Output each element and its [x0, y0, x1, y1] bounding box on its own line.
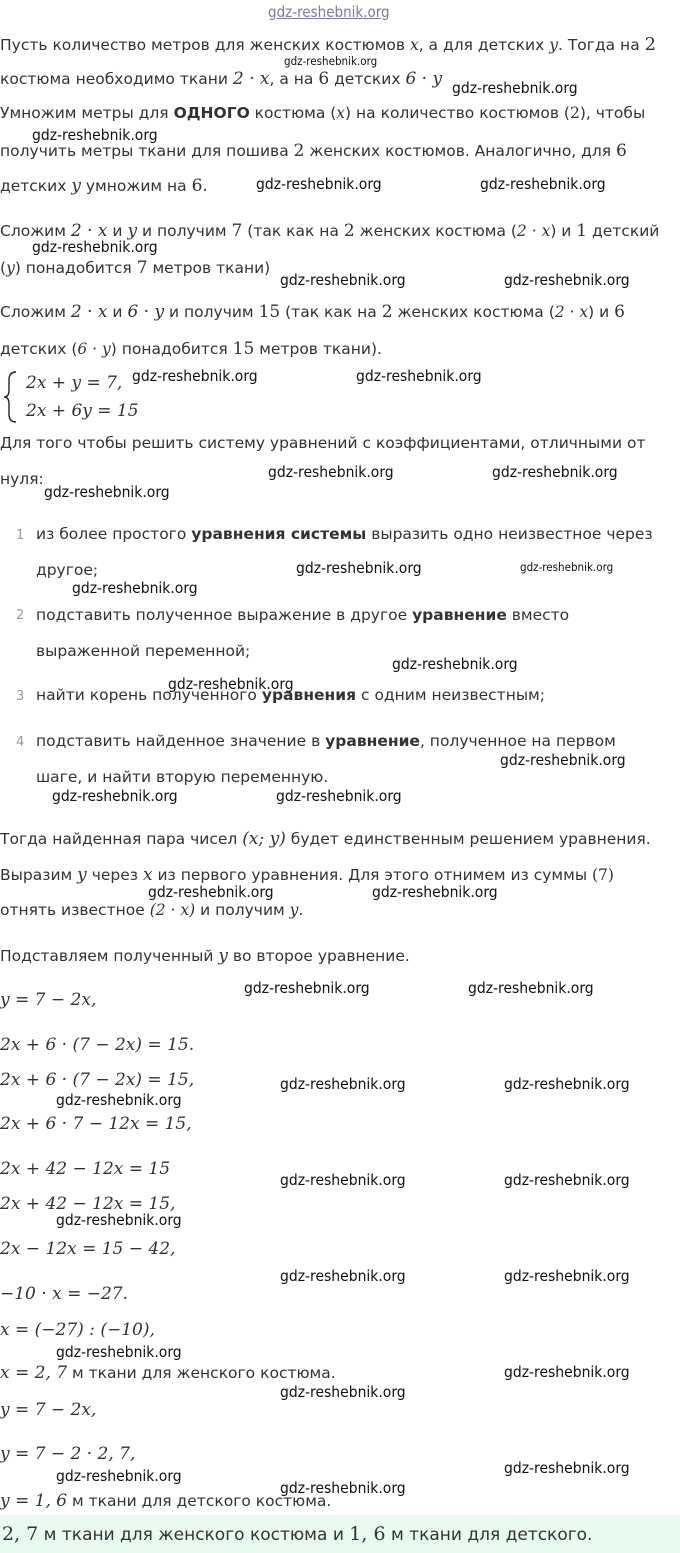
result-x-line: x = 2, 7 м ткани для женского костюма. — [0, 1363, 336, 1383]
watermark: gdz-reshebnik.org — [280, 271, 406, 289]
equation-line-7: 2x − 12x = 15 − 42, — [0, 1239, 176, 1259]
paragraph-3-line-1: Сложим 2 · x и y и получим 7 (так как на 2 женских костюма (2 · x) и 1 детский — [0, 221, 660, 241]
site-header-link[interactable]: gdz-reshebnik.org — [268, 3, 390, 21]
watermark: gdz-reshebnik.org — [356, 367, 482, 385]
watermark: gdz-reshebnik.org — [168, 675, 294, 693]
watermark: gdz-reshebnik.org — [72, 579, 198, 597]
equation-line-8: −10 · x = −27. — [0, 1284, 129, 1304]
equation-line-10: y = 7 − 2x, — [0, 1400, 97, 1420]
watermark: gdz-reshebnik.org — [492, 463, 618, 481]
watermark: gdz-reshebnik.org — [56, 1343, 182, 1361]
watermark: gdz-reshebnik.org — [280, 1171, 406, 1189]
watermark: gdz-reshebnik.org — [480, 175, 606, 193]
watermark: gdz-reshebnik.org — [280, 1075, 406, 1093]
paragraph-7-line-2: отнять известное (2 · x) и получим y. — [0, 901, 304, 919]
paragraph-2-line-1: Умножим метры для ОДНОГО костюма (x) на количество костюмов (2), чтобы — [0, 104, 646, 122]
answer-box — [0, 1515, 680, 1553]
watermark: gdz-reshebnik.org — [520, 560, 614, 574]
equation-line-6: 2x + 42 − 12x = 15, — [0, 1194, 176, 1214]
watermark: gdz-reshebnik.org — [32, 238, 158, 256]
paragraph-2-line-2: получить метры ткани для пошива 2 женских костюмов. Аналогично, для 6 — [0, 141, 627, 161]
watermark: gdz-reshebnik.org — [500, 751, 626, 769]
watermark: gdz-reshebnik.org — [504, 1171, 630, 1189]
watermark: gdz-reshebnik.org — [504, 1459, 630, 1477]
step-2-line-2: выраженной переменной; — [36, 642, 251, 660]
watermark: gdz-reshebnik.org — [452, 79, 578, 97]
watermark: gdz-reshebnik.org — [56, 1211, 182, 1229]
equation-line-2: 2x + 6 · (7 − 2x) = 15. — [0, 1035, 195, 1055]
paragraph-4-line-1: Сложим 2 · x и 6 · y и получим 15 (так как на 2 женских костюма (2 · x) и 6 — [0, 302, 625, 322]
watermark: gdz-reshebnik.org — [280, 1267, 406, 1285]
watermark: gdz-reshebnik.org — [504, 1363, 630, 1381]
watermark: gdz-reshebnik.org — [148, 883, 274, 901]
paragraph-2-line-3: детских y умножим на 6. — [0, 176, 208, 196]
watermark: gdz-reshebnik.org — [132, 367, 258, 385]
step-1-number: 1 — [16, 528, 25, 543]
paragraph-6: Тогда найденная пара чисел (x; y) будет единственным решением уравнения. — [0, 829, 651, 849]
step-1-line-1: из более простого уравнения системы выразить одно неизвестное через — [36, 525, 653, 543]
watermark: gdz-reshebnik.org — [256, 175, 382, 193]
watermark: gdz-reshebnik.org — [504, 1267, 630, 1285]
watermark: gdz-reshebnik.org — [44, 483, 170, 501]
watermark: gdz-reshebnik.org — [52, 787, 178, 805]
watermark: gdz-reshebnik.org — [276, 787, 402, 805]
watermark: gdz-reshebnik.org — [284, 54, 378, 68]
watermark: gdz-reshebnik.org — [56, 1091, 182, 1109]
watermark: gdz-reshebnik.org — [32, 126, 158, 144]
equation-line-1: y = 7 − 2x, — [0, 990, 97, 1010]
watermark: gdz-reshebnik.org — [296, 559, 422, 577]
equation-line-3: 2x + 6 · (7 − 2x) = 15, — [0, 1070, 195, 1090]
paragraph-1-line-1: Пусть количество метров для женских костюмов x, а для детских y. Тогда на 2 — [0, 34, 657, 55]
watermark: gdz-reshebnik.org — [372, 883, 498, 901]
step-2-line-1: подставить полученное выражение в другое уравнение вместо — [36, 606, 570, 624]
step-1-line-2: другое; — [36, 561, 99, 579]
answer-text: 2, 7 м ткани для женского костюма и 1, 6 м ткани для детского. — [2, 1523, 593, 1545]
paragraph-8: Подставляем полученный y во второе уравнение. — [0, 946, 410, 966]
paragraph-3-line-2: (y) понадобится 7 метров ткани) — [0, 258, 271, 278]
watermark: gdz-reshebnik.org — [504, 1075, 630, 1093]
equation-line-9: x = (−27) : (−10), — [0, 1320, 155, 1340]
paragraph-7-line-1: Выразим y через x из первого уравнения. Для этого отнимем из суммы (7) — [0, 865, 614, 885]
paragraph-5-line-1: Для того чтобы решить систему уравнений с коэффициентами, отличными от — [0, 434, 646, 452]
step-4-line-1: подставить найденное значение в уравнение, полученное на первом — [36, 732, 616, 750]
paragraph-5-line-2: нуля: — [0, 470, 44, 488]
equation-line-11: y = 7 − 2 · 2, 7, — [0, 1444, 136, 1464]
watermark: gdz-reshebnik.org — [280, 1479, 406, 1497]
watermark: gdz-reshebnik.org — [392, 655, 518, 673]
paragraph-4-line-2: детских (6 · y) понадобится 15 метров ткани). — [0, 339, 382, 359]
watermark: gdz-reshebnik.org — [468, 979, 594, 997]
step-3-line-1: найти корень полученного уравнения с одним неизвестным; — [36, 686, 545, 704]
watermark: gdz-reshebnik.org — [56, 1467, 182, 1485]
watermark: gdz-reshebnik.org — [504, 271, 630, 289]
system-brace-icon — [2, 370, 18, 424]
step-4-number: 4 — [16, 735, 25, 750]
step-3-number: 3 — [16, 689, 25, 704]
equation-line-5: 2x + 42 − 12x = 15 — [0, 1159, 171, 1179]
watermark: gdz-reshebnik.org — [280, 1383, 406, 1401]
equation-line-4: 2x + 6 · 7 − 12x = 15, — [0, 1114, 192, 1134]
system-equation-1: 2x + y = 7, — [26, 373, 123, 393]
watermark: gdz-reshebnik.org — [268, 463, 394, 481]
watermark: gdz-reshebnik.org — [244, 979, 370, 997]
step-4-line-2: шаге, и найти вторую переменную. — [36, 768, 329, 786]
system-equation-2: 2x + 6y = 15 — [26, 401, 139, 421]
paragraph-1-line-2: костюма необходимо ткани 2 · x, а на 6 детских 6 · y — [0, 69, 443, 89]
result-y-line: y = 1, 6 м ткани для детского костюма. — [0, 1491, 332, 1511]
step-2-number: 2 — [16, 608, 25, 623]
